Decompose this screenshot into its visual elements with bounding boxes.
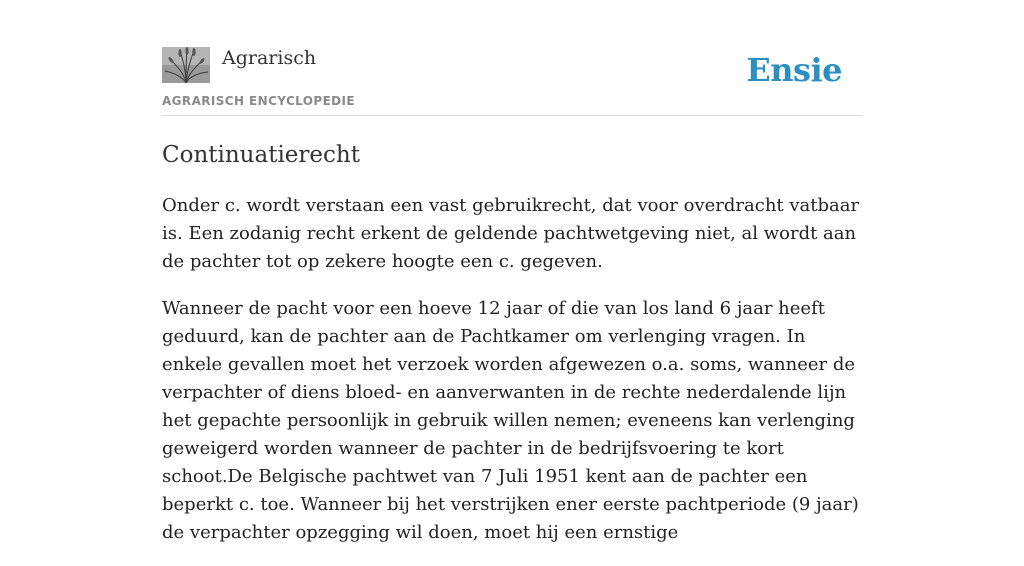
paragraph: Wanneer de pacht voor een hoeve 12 jaar of die van los land 6 jaar heeft geduurd, kan de pachter aan de Pachtkamer om verlenging vragen. In enkele gevallen moet het verzoek worden afgewezen o.a. soms, wanneer de verpachter of diens bloed- en aanverwanten in de rechte nederdalende lijn het gepachte persoonlijk in gebruik willen nemen; eveneens kan verlenging geweigerd worden wanneer de pachter in de bedrijfsvoering te kort schoot.De Belgische pachtwet van 7 Juli 1951 kent aan de pachter een beperkt c. toe. Wanneer bij het verstrijken ener eerste pachtperiode (9 jaar) de verpachter opzegging wil doen, moet hij een ernstige <box>162 298 859 543</box>
paragraph: Onder c. wordt verstaan een vast gebruikrecht, dat voor overdracht vatbaar is. Een zodanig recht erkent de geldende pachtwetgeving niet, al wordt aan de pachter tot op zekere hoogte een c. gegeven. <box>162 195 860 272</box>
article-body <box>162 192 862 566</box>
wheat-icon[interactable] <box>162 47 210 83</box>
content-column <box>162 0 862 543</box>
book-title[interactable]: Agrarisch <box>222 47 317 69</box>
brand-logo[interactable]: Ensie <box>746 51 842 89</box>
site-header <box>162 0 862 116</box>
article-title: Continuatierecht <box>162 142 360 168</box>
book-subtitle[interactable]: AGRARISCH ENCYCLOPEDIE <box>162 94 355 108</box>
